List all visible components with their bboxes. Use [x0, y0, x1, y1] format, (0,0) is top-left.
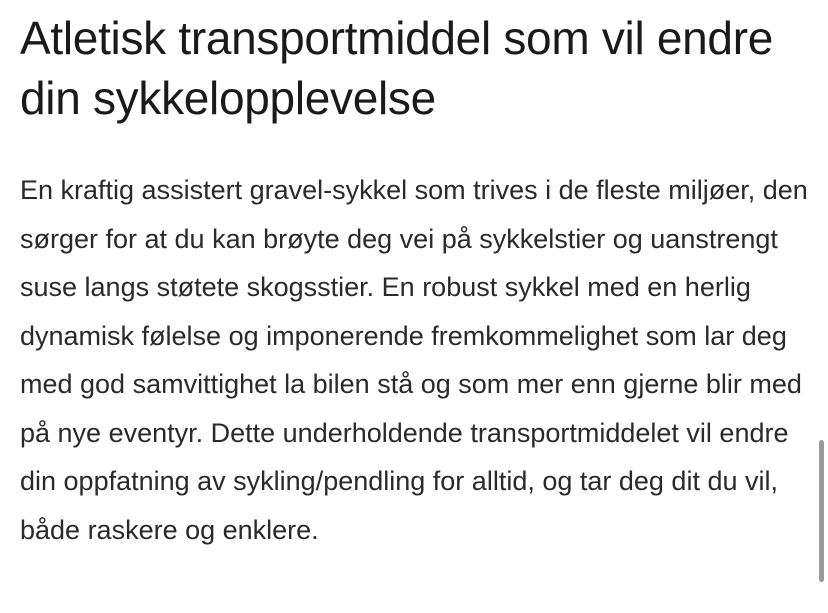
scrollbar-thumb[interactable]	[819, 440, 824, 582]
article	[20, 0, 810, 554]
article-body: En kraftig assistert gravel-sykkel som trives i de fleste miljøer, den sørger for at du kan brøyte deg vei på sykkelstier og uanstrengt suse langs støtete skogsstier. En robust sykkel med en herlig dynamisk følelse og imponerende fremkommelighet som lar deg med god samvittighet la bilen stå og som mer enn gjerne blir med på nye eventyr. Dette underholdende transportmiddelet vil endre din oppfatning av sykling/pendling for alltid, og tar deg dit du vil, både raskere og enklere.	[20, 175, 808, 545]
article-title: Atletisk transportmiddel som vil endre din sykkelopplevelse	[20, 12, 774, 124]
